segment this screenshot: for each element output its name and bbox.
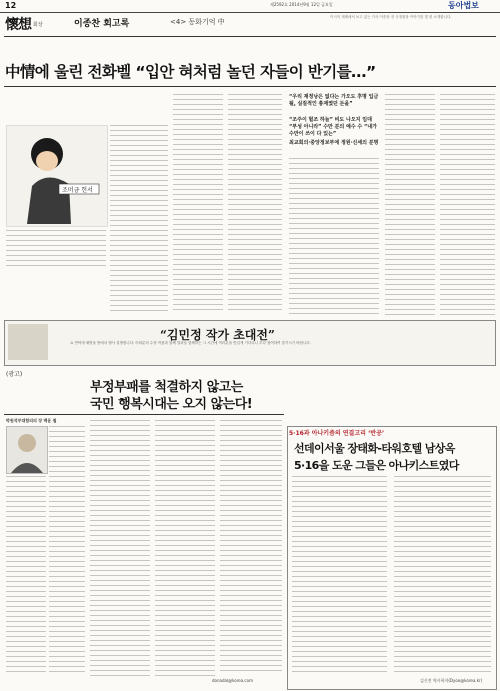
page-number: 12: [5, 1, 17, 10]
ad-headline-line1: 부정부패를 척결하지 않고는: [90, 380, 243, 395]
headline-divider: [4, 86, 496, 87]
header-divider: [4, 36, 496, 37]
series-small-label: 회상: [33, 22, 43, 28]
sidebar-headline-line2: 5·16을 도운 그들은 아나키스트였다: [294, 459, 459, 472]
ad-email: donadal@korea.com: [212, 678, 253, 683]
ad-column-3: [155, 420, 215, 676]
illustration-figure: [6, 125, 108, 227]
sidebar-tag: 5·16과 아나키즘의 연결고리 ‘반공’: [289, 430, 385, 437]
page-header-bar: [0, 0, 500, 13]
subhead-quote-3: 최교회의·중앙정보부에 정원·신세의 분명: [289, 140, 379, 146]
ad-column-0: [6, 476, 46, 676]
article-column-5: [385, 94, 435, 315]
article-column-3: [228, 94, 282, 314]
sidebar-column-1: [292, 476, 387, 674]
newspaper-brand: 동아법보: [448, 0, 479, 10]
photo-caption: [6, 230, 106, 270]
subhead-quote-2: “조주이 헐조 하늘” 비도 나오지 임대 “부성 아니라” 수만 분의 예수 수 “내가 수만이 쓰이 다 있는”: [289, 117, 377, 137]
article-column-2: [173, 94, 223, 314]
column-intro-note: 이시이 재제에서 보고 있는 기사 이종찬 전 국정원장 이야기를 몇 편 소개합니다.: [330, 15, 452, 19]
ad-column-4: [220, 420, 282, 674]
ad-column-1: [49, 426, 85, 676]
ad-author-portrait: [6, 426, 48, 474]
invitation-title: “김민정 작가 초대전”: [160, 328, 275, 342]
ad-headline-line2: 국민 행복시대는 오지 않는다!: [90, 397, 253, 412]
column-author-title: 이종찬 회고록: [74, 19, 130, 29]
article-column-1: [110, 125, 168, 315]
person-portrait-icon: [7, 427, 47, 473]
series-title: 懷想: [5, 17, 31, 33]
cartoon-man-icon: [7, 126, 107, 226]
ad-column-2: [90, 420, 150, 676]
article-column-4: [289, 158, 379, 315]
main-headline: 中情에 울린 전화벨 “입안 혀처럼 놀던 자들이 반기를…”: [5, 63, 376, 81]
sidebar-byline: 김신전 역사학자(Dyoo@korea.kr): [420, 678, 483, 683]
ad-author: 박원석부대합의의 장 백윤 철: [6, 418, 57, 423]
photo-sign-text: 조머금 헌서: [62, 187, 93, 194]
ad-divider: [4, 414, 284, 415]
article-column-6: [440, 94, 495, 315]
column-episode: <4> 동화기억 中: [170, 18, 225, 26]
invitation-text: 요 연여에 채명을 방에서 행사 설명합니다. 어려분의 수정 작품과 함께 결과들 함께하는 그 시간에 여러분을 반갑게 기다리니 부다 참여하여 즐기시기 바랍니다.: [70, 341, 311, 345]
invitation-portrait: [8, 324, 48, 360]
sidebar-column-2: [394, 476, 491, 674]
sidebar-headline-line1: 선데이서울 장태화-타워호텔 남상옥: [294, 442, 455, 455]
issue-info: 제2592호 2014년9월 12일 금요일: [270, 2, 333, 7]
subhead-quote-1: “우리 재정낭은 없다는 가오도 후명 입금될, 실질적인 총재였던 돈을”: [289, 94, 379, 107]
ad-label: (광고): [6, 371, 23, 378]
